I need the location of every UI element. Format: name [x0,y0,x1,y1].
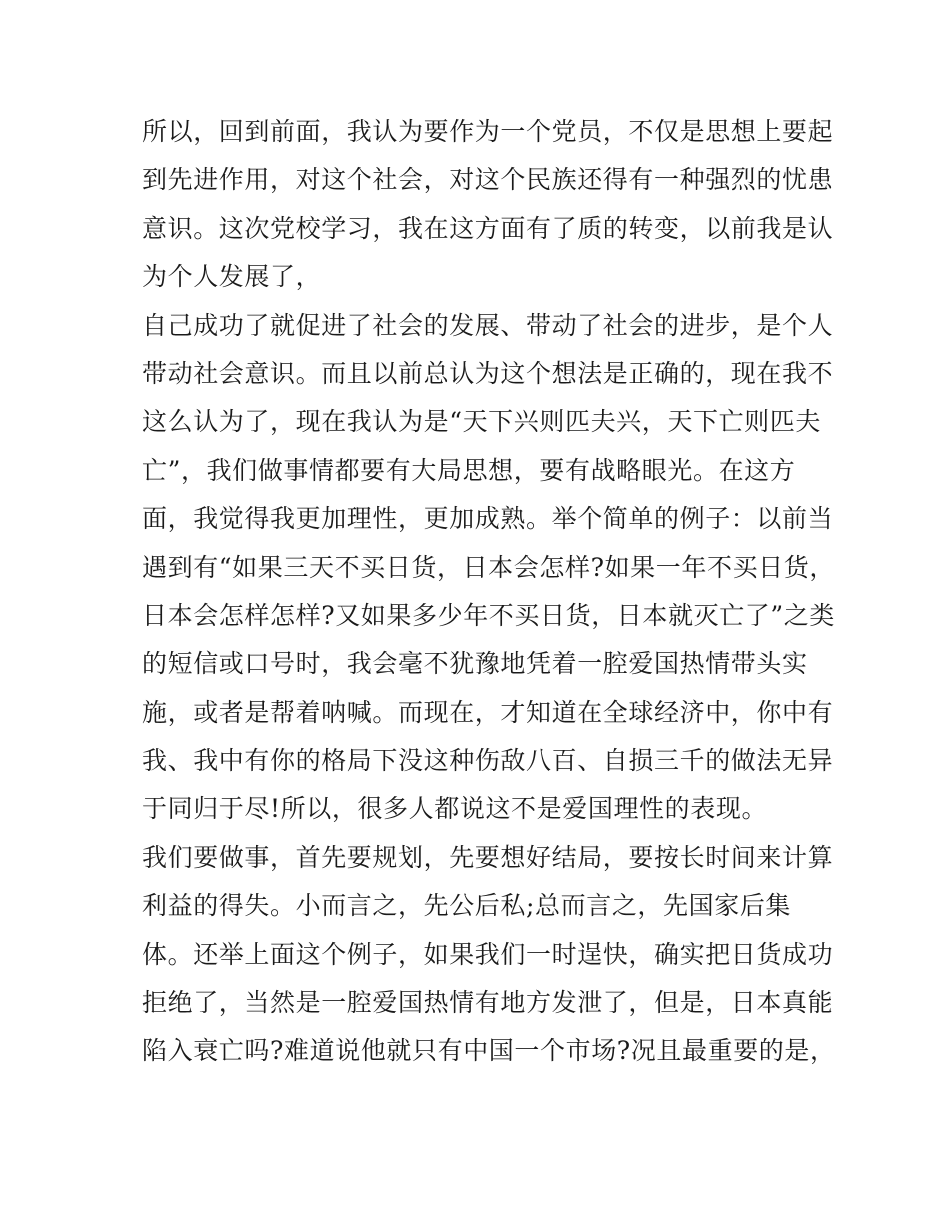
text-line: 日本会怎样怎样?又如果多少年不买日货，日本就灭亡了”之类 [142,600,835,630]
text-line: 亡”，我们做事情都要有大局思想，要有战略眼光。在这方 [142,455,796,485]
text-line: 体。还举上面这个例子，如果我们一时逞快，确实把日货成功 [142,939,834,969]
text-line: 意识。这次党校学习，我在这方面有了质的转变，以前我是认 [142,213,834,243]
body-text [142,108,836,1076]
text-line: 我、我中有你的格局下没这种伤敌八百、自损三千的做法无异 [142,746,834,776]
text-line: 所以，回到前面，我认为要作为一个党员，不仅是思想上要起 [142,117,834,146]
text-line: 拒绝了，当然是一腔爱国热情有地方发泄了，但是，日本真能 [142,988,834,1018]
text-line: 于同归于尽!所以，很多人都说这不是爱国理性的表现。 [142,794,768,824]
text-line: 面，我觉得我更加理性，更加成熟。举个简单的例子：以前当 [142,504,834,534]
text-line: 陷入衰亡吗?难道说他就只有中国一个市场?况且最重要的是， [142,1036,836,1066]
text-line: 这么认为了，现在我认为是“天下兴则匹夫兴，天下亡则匹夫 [142,407,821,437]
text-line: 遇到有“如果三天不买日货，日本会怎样?如果一年不买日货， [142,552,835,582]
text-line: 到先进作用，对这个社会，对这个民族还得有一种强烈的忧患 [142,165,834,195]
text-line: 利益的得失。小而言之，先公后私;总而言之，先国家后集 [142,891,792,921]
text-line: 为个人发展了， [142,262,322,292]
text-line: 我们要做事，首先要规划，先要想好结局，要按长时间来计算 [142,842,834,872]
text-line: 带动社会意识。而且以前总认为这个想法是正确的，现在我不 [142,358,834,388]
text-line: 的短信或口号时，我会毫不犹豫地凭着一腔爱国热情带头实 [142,649,808,679]
text-line: 施，或者是帮着呐喊。而现在，才知道在全球经济中，你中有 [142,697,834,727]
text-line: 自己成功了就促进了社会的发展、带动了社会的进步，是个人 [142,310,834,340]
